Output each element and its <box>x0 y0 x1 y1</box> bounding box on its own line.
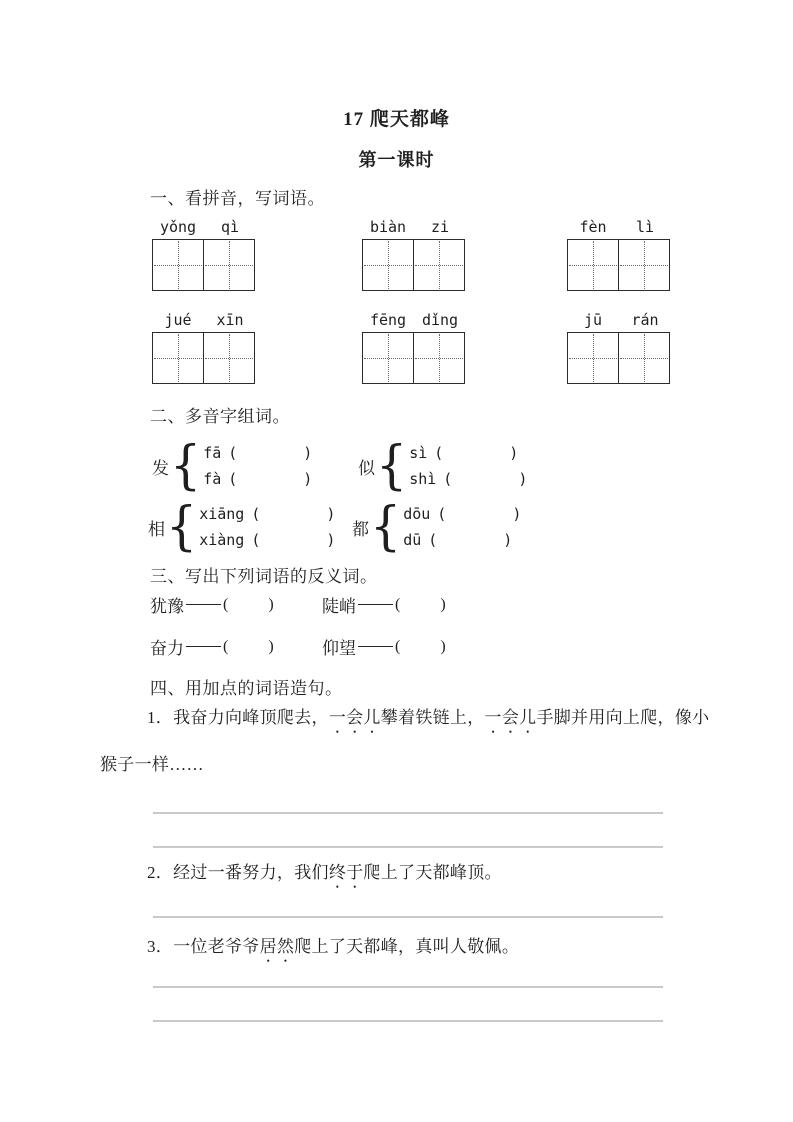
writing-cell <box>618 333 669 383</box>
polyphone-readings <box>409 440 527 492</box>
polyphone-character: 相 <box>148 519 165 539</box>
polyphone-reading-row <box>409 440 527 466</box>
writing-cell <box>363 333 413 383</box>
polyphone-group <box>358 435 528 496</box>
pinyin-word-group <box>567 312 671 384</box>
pinyin-syllable: rán <box>631 311 659 329</box>
answer-line <box>153 1020 663 1022</box>
paren-open: ( <box>443 470 453 488</box>
pinyin-syllable: dǐng <box>421 311 459 329</box>
pinyin-reading: dōu <box>403 505 431 523</box>
pinyin-word-group <box>152 312 256 384</box>
writing-cell <box>413 240 464 290</box>
paren-close: ) <box>518 470 528 488</box>
paren-open: ( <box>228 444 238 462</box>
sentence-text: 爬上了天都峰顶。 <box>363 863 502 882</box>
pinyin-syllable: lì <box>635 218 655 236</box>
paren-close: ) <box>303 470 313 488</box>
polyphone-group <box>352 496 522 557</box>
sentence-line <box>147 862 502 892</box>
pinyin-reading: sì <box>409 444 428 462</box>
antonym-item <box>150 592 274 617</box>
writing-grid <box>362 239 465 291</box>
writing-grid <box>567 239 670 291</box>
paren-close: ) <box>440 637 446 655</box>
polyphone-group <box>152 435 313 496</box>
answer-line <box>153 846 663 848</box>
emphasized-word: 一会儿 <box>484 708 537 727</box>
pinyin-label <box>152 219 256 238</box>
antonym-word: 陡峭 <box>322 597 356 616</box>
pinyin-word-group <box>152 219 256 291</box>
section-2-heading: 二、多音字组词。 <box>150 407 290 426</box>
pinyin-reading: fà <box>203 470 222 488</box>
writing-cell <box>203 333 254 383</box>
pinyin-syllable: jū <box>583 311 603 329</box>
paren-close: ) <box>303 444 313 462</box>
pinyin-syllable: qì <box>220 218 240 236</box>
antonym-word: 奋力 <box>150 639 184 658</box>
sentence-text: 3．一位老爷爷 <box>147 937 260 956</box>
antonym-item <box>322 592 446 617</box>
emphasized-word: 一会儿 <box>328 708 381 727</box>
answer-line <box>153 812 663 814</box>
writing-cell <box>413 333 464 383</box>
pinyin-syllable: yǒng <box>159 218 197 236</box>
emphasized-word: 终于 <box>328 863 364 882</box>
polyphone-character: 发 <box>152 458 169 478</box>
polyphone-reading-row <box>203 466 312 492</box>
sentence-line <box>147 707 709 737</box>
polyphone-reading-row <box>199 527 335 553</box>
long-dash <box>186 646 221 648</box>
writing-cell <box>153 333 203 383</box>
paren-open: ( <box>251 531 261 549</box>
antonym-word: 仰望 <box>322 639 356 658</box>
sentence-text: 攀着铁链上， <box>380 708 485 727</box>
pinyin-syllable: biàn <box>369 218 407 236</box>
paren-close: ) <box>326 531 336 549</box>
polyphone-reading-row <box>403 527 521 553</box>
pinyin-syllable: jué <box>164 311 192 329</box>
paren-close: ) <box>268 595 274 613</box>
polyphone-character: 都 <box>352 519 369 539</box>
sentence-text: 2．经过一番努力，我们 <box>147 863 329 882</box>
paren-close: ) <box>268 637 274 655</box>
antonym-word: 犹豫 <box>150 597 184 616</box>
polyphone-character: 似 <box>358 458 375 478</box>
polyphone-readings <box>403 501 521 553</box>
worksheet-title: 17 爬天都峰 <box>343 109 450 130</box>
writing-grid <box>362 332 465 384</box>
emphasized-word: 居然 <box>259 937 295 956</box>
paren-close: ) <box>509 444 519 462</box>
pinyin-syllable: zi <box>430 218 450 236</box>
pinyin-word-group <box>362 219 466 291</box>
long-dash <box>358 604 393 606</box>
paren-open: ( <box>251 505 261 523</box>
paren-open: ( <box>437 505 447 523</box>
polyphone-reading-row <box>199 501 335 527</box>
writing-grid <box>152 332 255 384</box>
pinyin-label <box>567 312 671 331</box>
polyphone-reading-row <box>203 440 312 466</box>
worksheet-subtitle: 第一课时 <box>358 150 435 170</box>
polyphone-reading-row <box>409 466 527 492</box>
curly-brace: { <box>170 435 202 496</box>
writing-grid <box>152 239 255 291</box>
paren-open: ( <box>434 444 444 462</box>
pinyin-reading: xiāng <box>199 505 245 523</box>
pinyin-reading: xiàng <box>199 531 245 549</box>
paren-open: ( <box>395 637 401 655</box>
paren-open: ( <box>428 531 438 549</box>
pinyin-word-group <box>362 312 466 384</box>
sentence-line <box>147 936 519 966</box>
antonym-item <box>150 634 274 659</box>
pinyin-syllable: fēng <box>369 311 407 329</box>
polyphone-readings <box>199 501 335 553</box>
long-dash <box>358 646 393 648</box>
paren-close: ) <box>512 505 522 523</box>
paren-open: ( <box>223 595 229 613</box>
curly-brace: { <box>376 435 408 496</box>
writing-cell <box>568 240 618 290</box>
paren-open: ( <box>223 637 229 655</box>
writing-grid <box>567 332 670 384</box>
sentence-text: 爬上了天都峰，真叫人敬佩。 <box>294 937 520 956</box>
paren-open: ( <box>395 595 401 613</box>
pinyin-label <box>362 312 466 331</box>
sentence-text: 猴子一样…… <box>100 755 204 774</box>
pinyin-label <box>567 219 671 238</box>
polyphone-reading-row <box>403 501 521 527</box>
writing-cell <box>363 240 413 290</box>
section-4-heading: 四、用加点的词语造句。 <box>150 679 343 698</box>
pinyin-reading: fā <box>203 444 222 462</box>
antonym-item <box>322 634 446 659</box>
sentence-line <box>100 754 204 775</box>
long-dash <box>186 604 221 606</box>
pinyin-reading: dū <box>403 531 422 549</box>
pinyin-label <box>362 219 466 238</box>
writing-cell <box>618 240 669 290</box>
paren-open: ( <box>228 470 238 488</box>
paren-close: ) <box>440 595 446 613</box>
answer-line <box>153 916 663 918</box>
polyphone-group <box>148 496 336 557</box>
writing-cell <box>568 333 618 383</box>
curly-brace: { <box>166 496 198 557</box>
pinyin-syllable: xīn <box>216 311 244 329</box>
paren-close: ) <box>503 531 513 549</box>
sentence-text: 手脚并用向上爬，像小 <box>536 708 710 727</box>
section-1-heading: 一、看拼音，写词语。 <box>150 189 325 208</box>
pinyin-reading: shì <box>409 470 437 488</box>
pinyin-label <box>152 312 256 331</box>
writing-cell <box>153 240 203 290</box>
curly-brace: { <box>370 496 402 557</box>
polyphone-readings <box>203 440 312 492</box>
pinyin-syllable: fèn <box>579 218 607 236</box>
writing-cell <box>203 240 254 290</box>
paren-close: ) <box>326 505 336 523</box>
sentence-text: 1．我奋力向峰顶爬去， <box>147 708 329 727</box>
section-3-heading: 三、写出下列词语的反义词。 <box>150 567 378 586</box>
pinyin-word-group <box>567 219 671 291</box>
answer-line <box>153 986 663 988</box>
